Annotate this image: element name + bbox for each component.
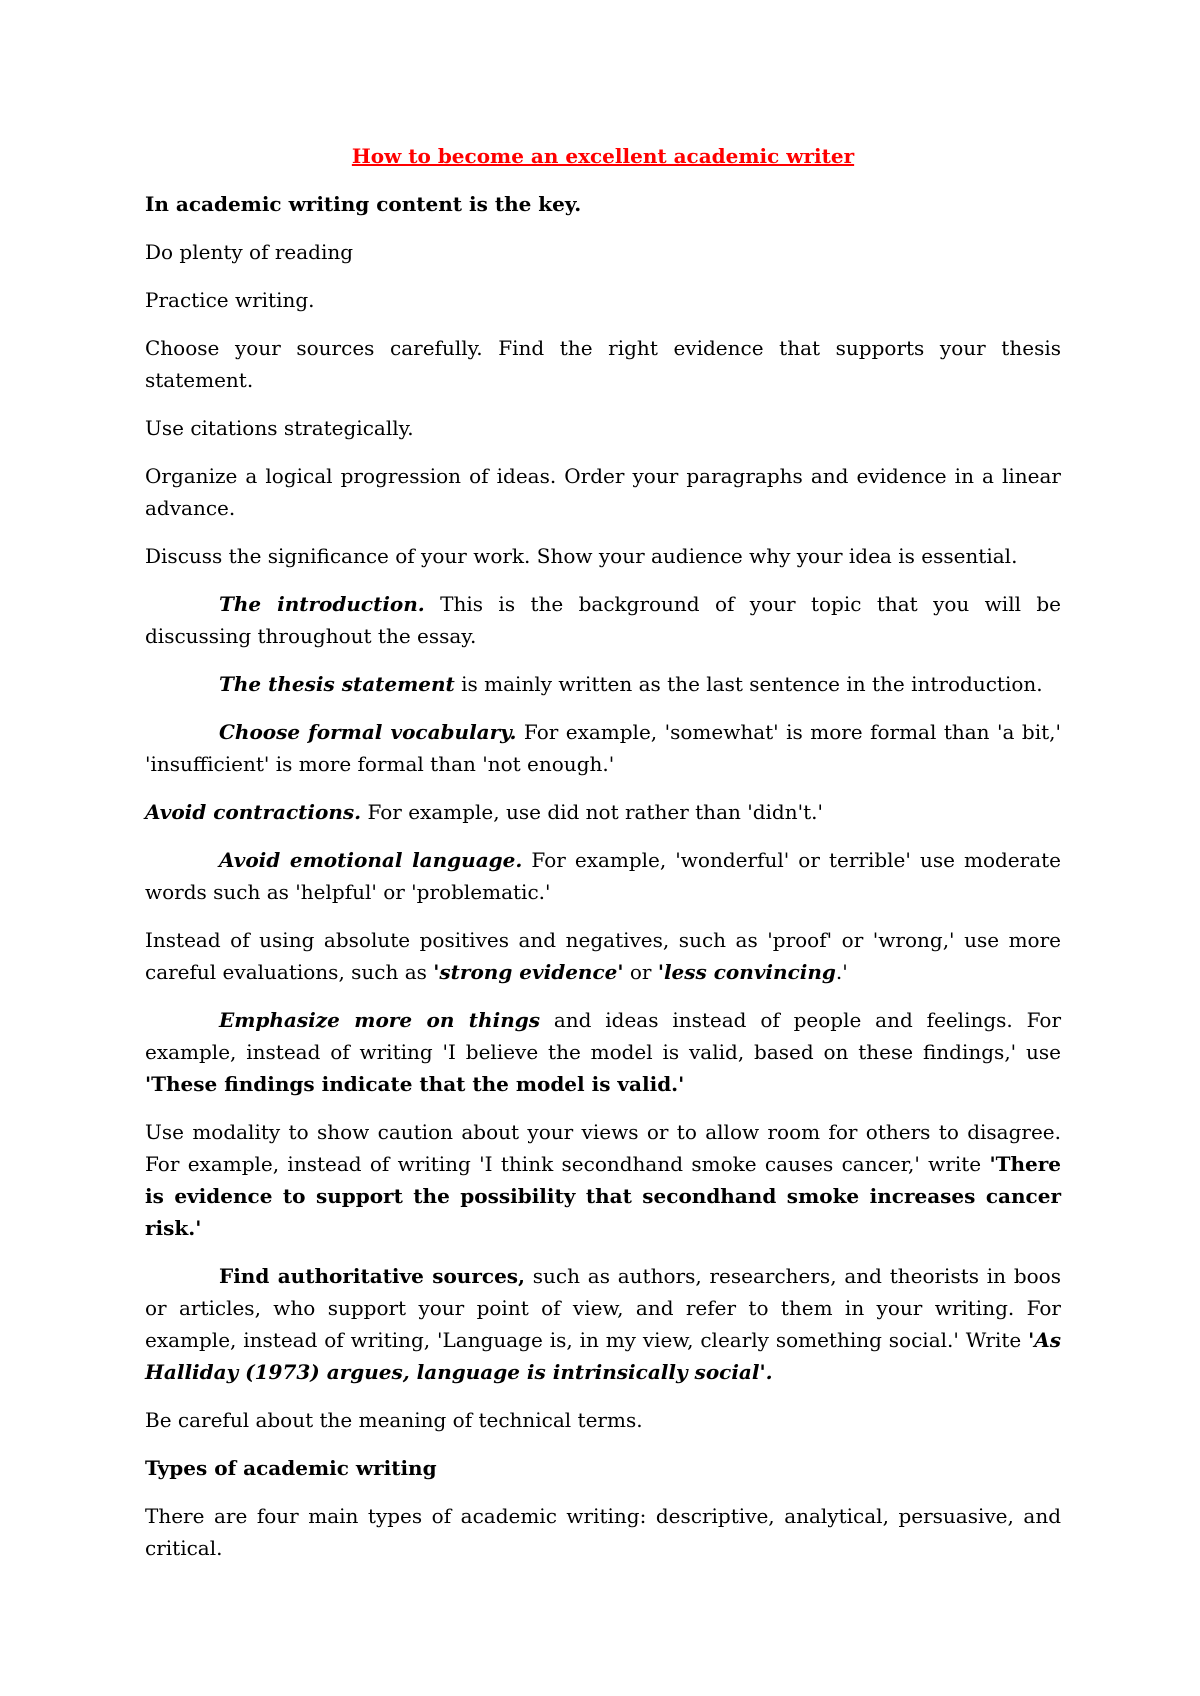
formal-lead: Choose formal vocabulary. — [219, 720, 517, 744]
paragraph-absolute — [145, 924, 1061, 988]
contractions-text: For example, use did not rather than 'didn't.' — [361, 800, 823, 824]
section-heading-content: In academic writing content is the key. — [145, 192, 582, 216]
section-heading-types: Types of academic writing — [145, 1456, 437, 1480]
introduction-lead: The introduction. — [219, 592, 425, 616]
absolute-text-3: .' — [835, 960, 848, 984]
paragraph-contractions — [145, 796, 1061, 828]
authoritative-emphasis: 'As Halliday (1973) argues, language is intrinsically social'. — [145, 1328, 1061, 1384]
modality-bold: 'There is evidence to support the possibility that secondhand smoke increases cancer risk.' — [145, 1152, 1061, 1240]
paragraph-emphasize — [145, 1004, 1061, 1100]
paragraph-reading: Do plenty of reading — [145, 240, 354, 264]
paragraph-sources: Choose your sources carefully. Find the right evidence that supports your thesis statement. — [145, 336, 1061, 392]
absolute-emphasis-1: 'strong evidence' — [433, 960, 624, 984]
paragraph-types: There are four main types of academic writing: descriptive, analytical, persuasive, and critical. — [145, 1504, 1061, 1560]
document-title: How to become an excellent academic writer — [351, 144, 855, 168]
emotional-lead: Avoid emotional language. — [219, 848, 523, 872]
emphasize-bold: 'These findings indicate that the model is valid.' — [145, 1072, 685, 1096]
paragraph-modality — [145, 1116, 1061, 1244]
absolute-text-1: Instead of using absolute positives and negatives, such as 'proof' or 'wrong,' use more careful evaluations, such as — [145, 928, 1061, 984]
paragraph-authoritative — [145, 1260, 1061, 1388]
thesis-lead: The thesis statement — [219, 672, 455, 696]
absolute-emphasis-2: 'less convincing — [657, 960, 836, 984]
paragraph-organize: Organize a logical progression of ideas. Order your paragraphs and evidence in a linear advance. — [145, 464, 1061, 520]
paragraph-citations: Use citations strategically. — [145, 416, 414, 440]
thesis-text: is mainly written as the last sentence in the introduction. — [454, 672, 1043, 696]
absolute-text-2: or — [623, 960, 658, 984]
authoritative-text: such as authors, researchers, and theorists in boos or articles, who support your point of view, and refer to them in your writing. For example, instead of writing, 'Language is, in my view, clearly something social.' Write — [145, 1264, 1061, 1352]
emphasize-lead: Emphasize more on things — [219, 1008, 540, 1032]
paragraph-thesis — [145, 668, 1061, 700]
introduction-text: This is the background of your topic that you will be discussing throughout the essay. — [145, 592, 1062, 648]
modality-text: Use modality to show caution about your views or to allow room for others to disagree. For example, instead of writing 'I think secondhand smoke causes cancer,' write — [145, 1120, 1061, 1176]
paragraph-significance: Discuss the significance of your work. Show your audience why your idea is essential. — [145, 544, 1018, 568]
paragraph-technical-terms: Be careful about the meaning of technical terms. — [145, 1408, 643, 1432]
paragraph-formal-vocabulary — [145, 716, 1061, 780]
emotional-text: For example, 'wonderful' or terrible' use moderate words such as 'helpful' or 'problematic.' — [145, 848, 1061, 904]
paragraph-introduction — [145, 588, 1061, 652]
authoritative-lead: Find authoritative sources, — [219, 1264, 526, 1288]
paragraph-practice: Practice writing. — [145, 288, 315, 312]
document-body — [145, 140, 1061, 1580]
formal-text: For example, 'somewhat' is more formal than 'a bit,' 'insufficient' is more formal than 'not enough.' — [145, 720, 1061, 776]
contractions-lead: Avoid contractions. — [145, 800, 362, 824]
emphasize-text: and ideas instead of people and feelings. For example, instead of writing 'I believe the model is valid, based on these findings,' use — [145, 1008, 1062, 1064]
paragraph-emotional-language — [145, 844, 1061, 908]
